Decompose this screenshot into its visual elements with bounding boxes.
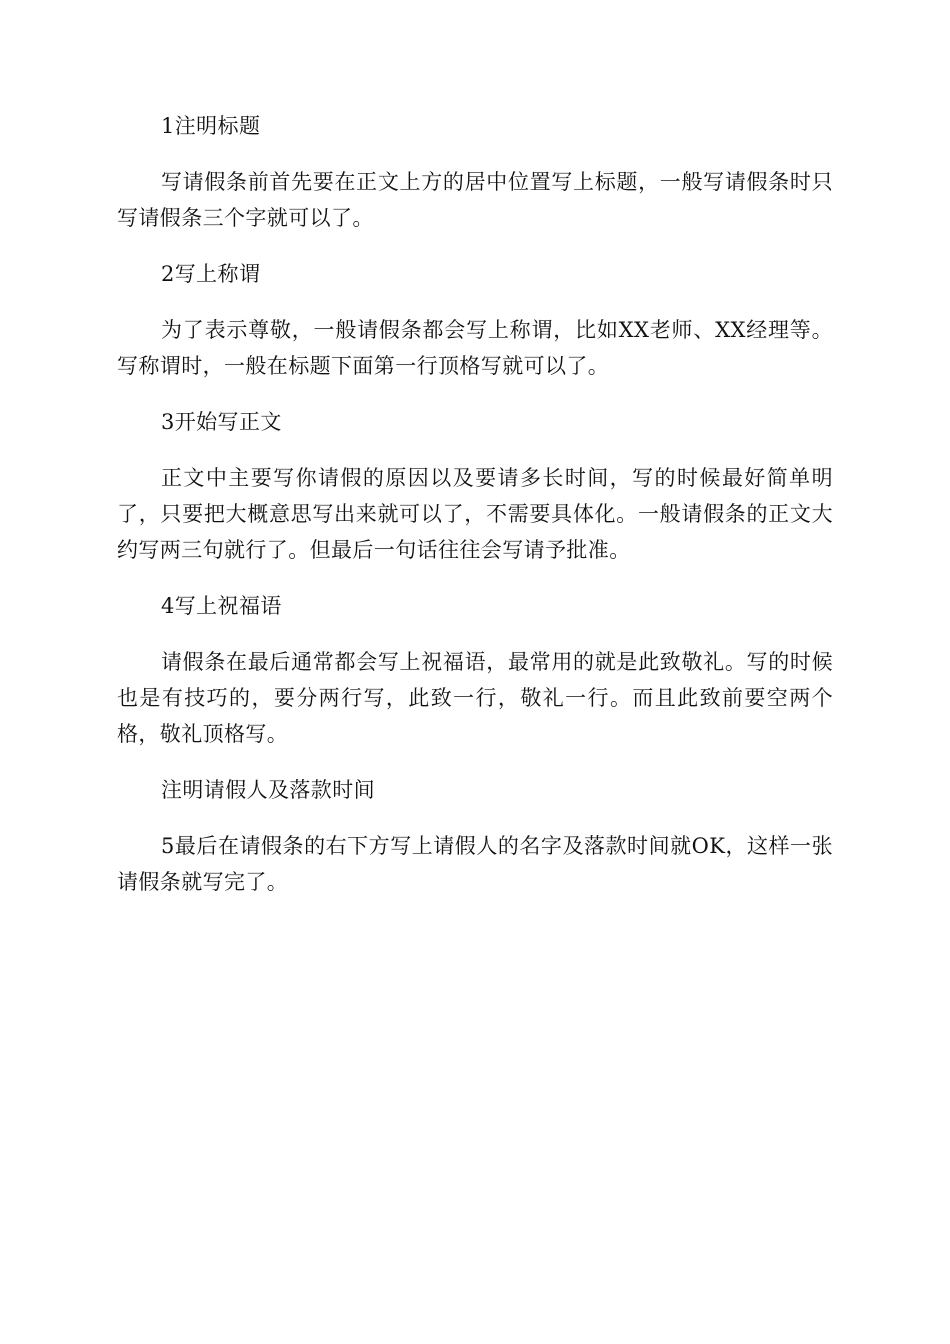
section-heading-2: 2写上称谓 [161, 262, 261, 286]
section-heading-4: 4写上祝福语 [161, 594, 282, 618]
section-body-3: 正文中主要写你请假的原因以及要请多长时间，写的时候最好简单明了，只要把大概意思写出来就可以了，不需要具体化。一般请假条的正文大约写两三句就行了。但最后一句话往往会写请予批准。 [117, 466, 833, 562]
section-heading-3: 3开始写正文 [161, 410, 282, 434]
section-heading-5: 注明请假人及落款时间 [161, 778, 375, 802]
section-body-4: 请假条在最后通常都会写上祝福语，最常用的就是此致敬礼。写的时候也是有技巧的，要分两行写，此致一行，敬礼一行。而且此致前要空两个格，敬礼顶格写。 [117, 650, 833, 746]
section-body-2: 为了表示尊敬，一般请假条都会写上称谓，比如XX老师、XX经理等。写称谓时，一般在标题下面第一行顶格写就可以了。 [117, 318, 833, 378]
document-page [117, 108, 833, 920]
section-body-1: 写请假条前首先要在正文上方的居中位置写上标题，一般写请假条时只写请假条三个字就可以了。 [117, 170, 833, 230]
section-body-5: 5最后在请假条的右下方写上请假人的名字及落款时间就OK，这样一张请假条就写完了。 [117, 834, 833, 894]
section-heading-1: 1注明标题 [161, 114, 261, 138]
